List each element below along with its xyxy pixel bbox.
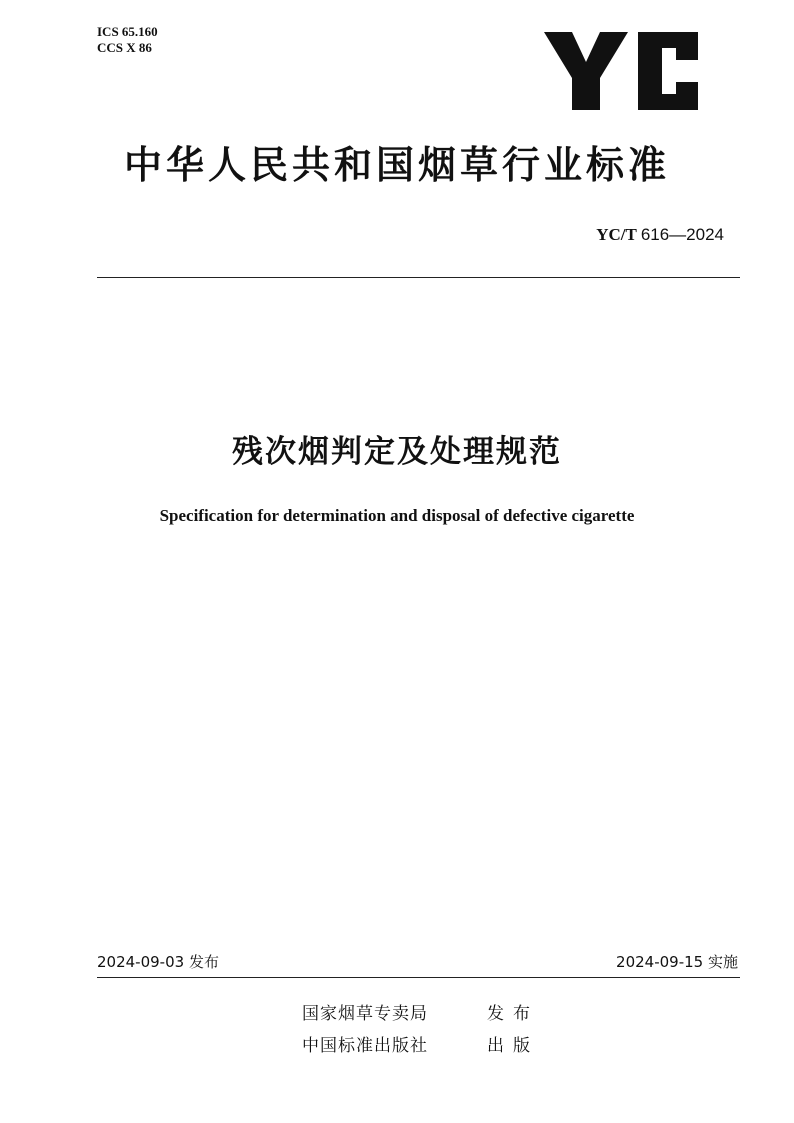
ccs-code: CCS X 86 [97, 40, 152, 55]
standard-number-prefix: YC/T [596, 225, 641, 244]
ics-code: ICS 65.160 [97, 24, 158, 39]
standard-number [596, 224, 724, 246]
classification-codes [97, 24, 158, 56]
publisher-role: 发布 [487, 1004, 539, 1024]
top-divider [97, 277, 740, 278]
yc-logo [542, 28, 702, 114]
publisher-org: 中国标准出版社 [302, 1036, 428, 1056]
standard-number-value: 616—2024 [640, 225, 724, 244]
document-title-en: Specification for determination and disposal of defective cigarette [159, 506, 635, 525]
publisher-row [0, 1034, 794, 1058]
publisher-role: 出版 [487, 1036, 539, 1056]
issue-date: 2024-09-03 发布 [97, 953, 219, 971]
document-title-cn: 残次烟判定及处理规范 [232, 434, 562, 470]
standard-category-title: 中华人民共和国烟草行业标准 [123, 143, 670, 187]
bottom-divider [97, 977, 740, 978]
publisher-row [0, 1002, 794, 1026]
implementation-date: 2024-09-15 实施 [616, 953, 738, 971]
publisher-org: 国家烟草专卖局 [302, 1004, 428, 1024]
yc-logo-mark [544, 32, 698, 110]
